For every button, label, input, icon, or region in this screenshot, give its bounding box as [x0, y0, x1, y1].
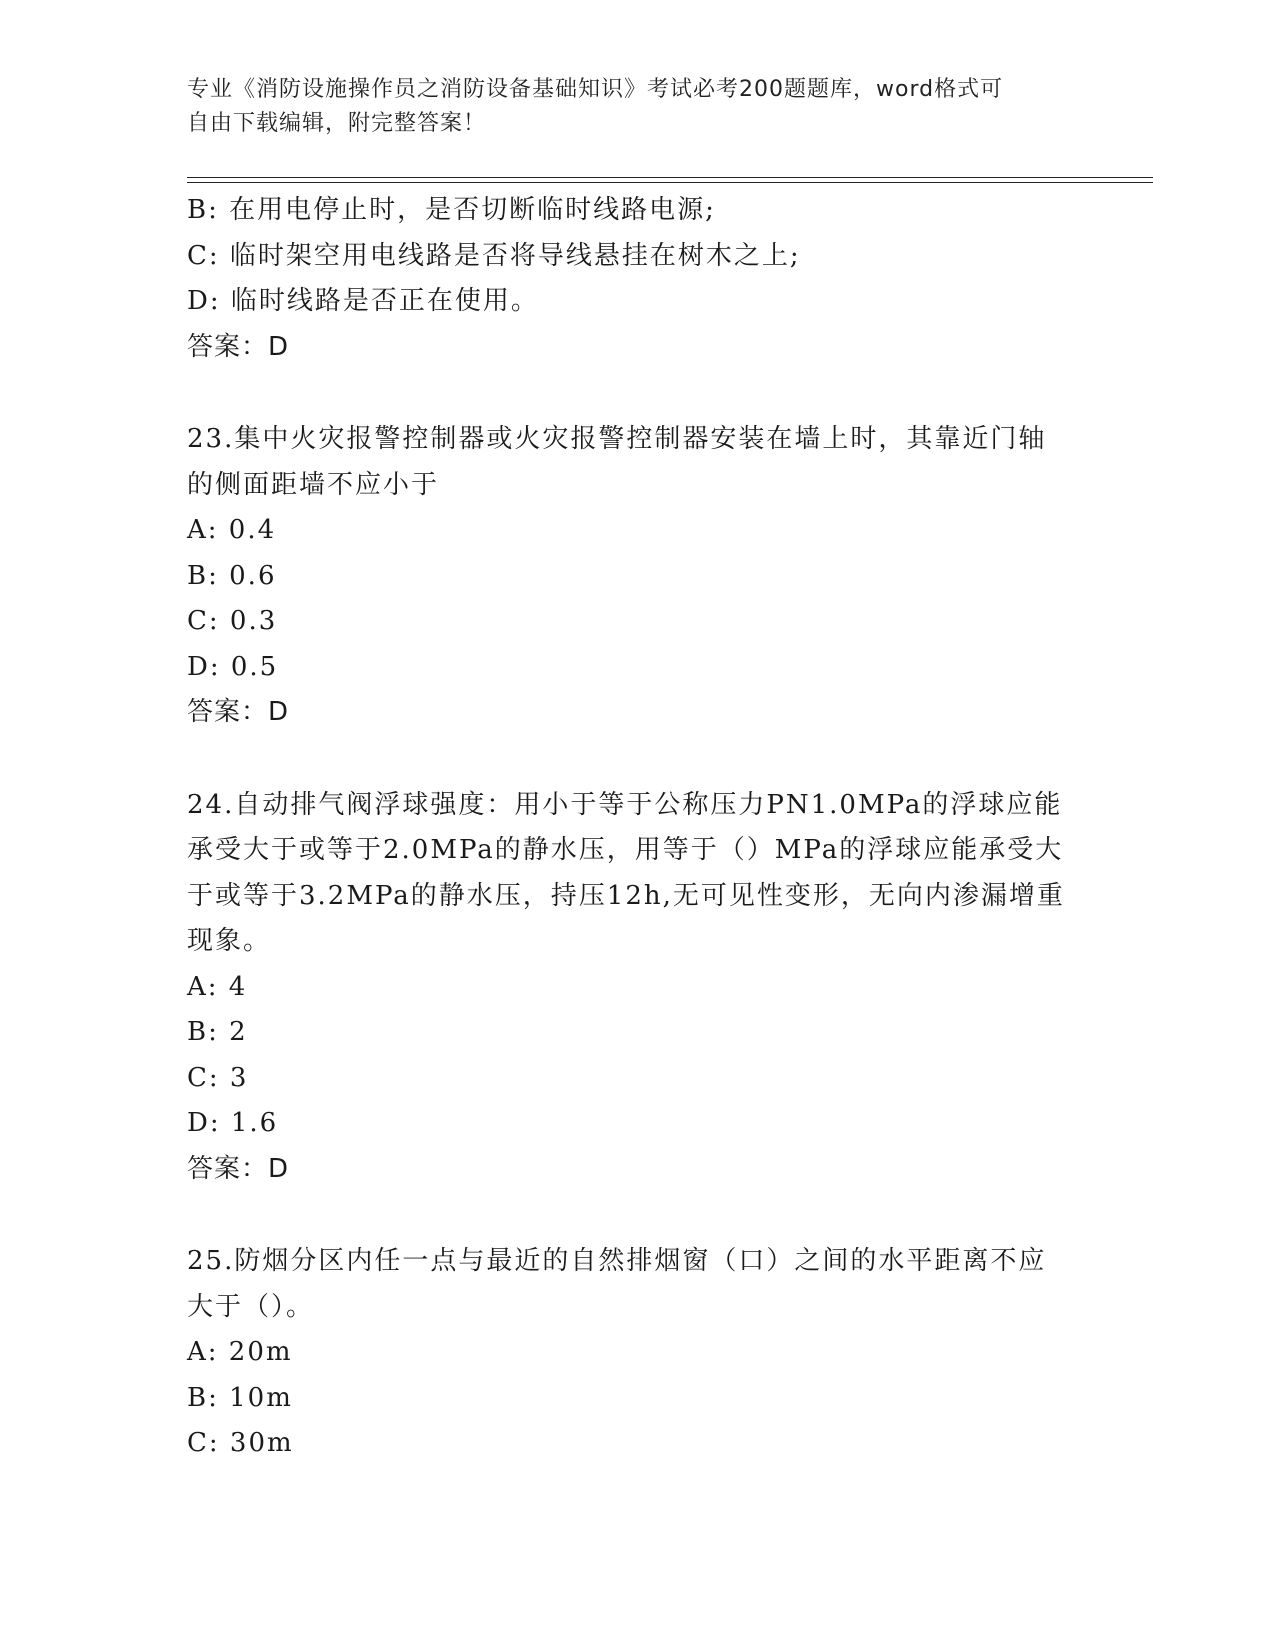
header-divider-top	[187, 177, 1153, 178]
spacer	[187, 370, 1087, 417]
question-text-line: 25.防烟分区内任一点与最近的自然排烟窗（口）之间的水平距离不应	[187, 1246, 1047, 1276]
option-d: D: 1.6	[187, 1108, 279, 1138]
option-d: D: 临时线路是否正在使用。	[187, 286, 539, 316]
spacer	[187, 1192, 1087, 1239]
question-text-line: 的侧面距墙不应小于	[187, 469, 440, 500]
option-a: A: 0.4	[187, 515, 277, 545]
question-list	[187, 188, 1087, 1467]
header-divider-bottom	[187, 182, 1153, 183]
header-title-line-1: 专业《消防设施操作员之消防设备基础知识》考试必考200题题库，word格式可	[187, 77, 1004, 102]
answer: 答案：D	[187, 1153, 290, 1184]
spacer	[187, 736, 1087, 783]
prev-question-block	[187, 188, 1087, 370]
question-24	[187, 783, 1087, 1193]
option-d: D: 0.5	[187, 651, 279, 682]
header-title-line-2: 自由下载编辑，附完整答案！	[187, 111, 487, 136]
option-c: C: 30m	[187, 1428, 294, 1458]
option-c: C: 3	[187, 1062, 249, 1093]
question-25	[187, 1239, 1087, 1467]
option-b: B: 2	[187, 1017, 248, 1047]
document-header	[187, 73, 1067, 141]
option-b: B: 在用电停止时，是否切断临时线路电源;	[187, 195, 716, 225]
question-text-line: 现象。	[187, 926, 272, 956]
option-b: B: 0.6	[187, 560, 277, 591]
question-23	[187, 417, 1087, 736]
option-c: C: 0.3	[187, 606, 278, 636]
option-b: B: 10m	[187, 1382, 293, 1413]
question-text-line: 承受大于或等于2.0MPa的静水压，用等于（）MPa的浮球应能承受大	[187, 835, 1064, 865]
answer: 答案：D	[187, 697, 290, 727]
question-text-line: 大于（）。	[187, 1291, 315, 1322]
option-c: C: 临时架空用电线路是否将导线悬挂在树木之上;	[187, 240, 801, 271]
question-text-line: 于或等于3.2MPa的静水压，持压12h,无可见性变形，无向内渗漏增重	[187, 880, 1065, 911]
option-a: A: 20m	[187, 1337, 293, 1367]
question-text-line: 24.自动排气阀浮球强度：用小于等于公称压力PN1.0MPa的浮球应能	[187, 789, 1063, 820]
option-a: A: 4	[187, 971, 248, 1002]
question-text-line: 23.集中火灾报警控制器或火灾报警控制器安装在墙上时，其靠近门轴	[187, 424, 1047, 454]
answer: 答案：D	[187, 331, 290, 362]
